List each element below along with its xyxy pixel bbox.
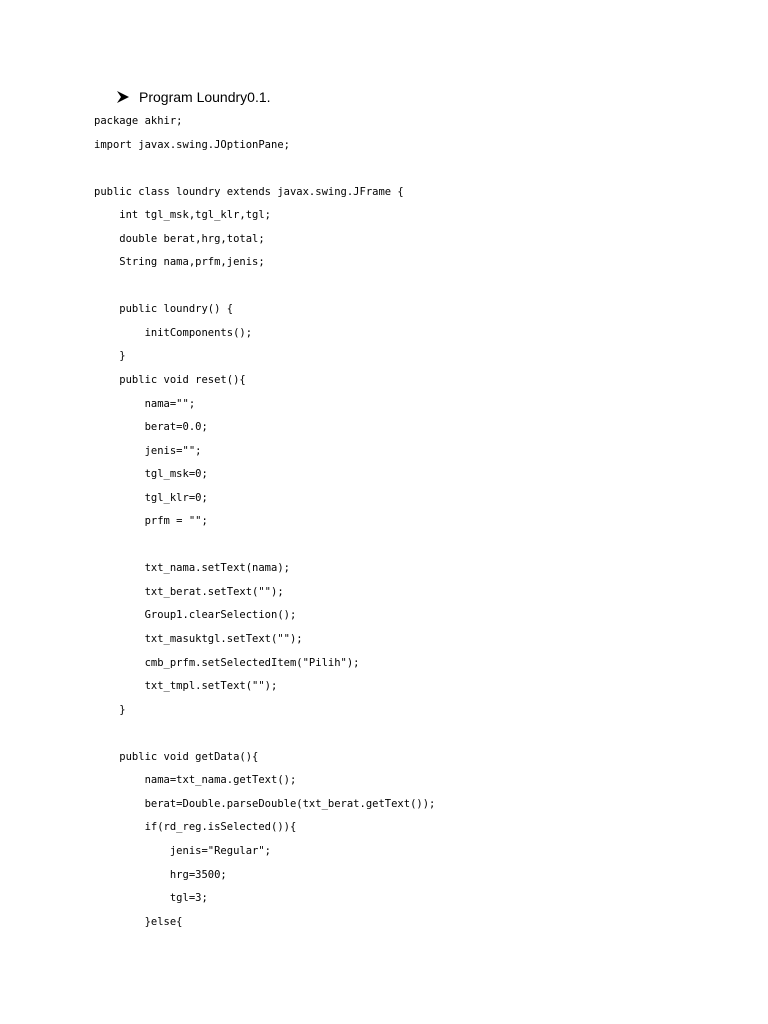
code-line: public void getData(){ — [94, 750, 259, 763]
section-heading-text: Program Loundry0.1. — [139, 89, 271, 105]
code-line: tgl_msk=0; — [94, 468, 208, 481]
code-line: txt_nama.setText(nama); — [94, 562, 290, 575]
code-line: public class loundry extends javax.swing.JFrame { — [94, 185, 404, 198]
code-line: int tgl_msk,tgl_klr,tgl; — [94, 209, 272, 222]
code-line: txt_berat.setText(""); — [94, 585, 284, 598]
code-line: Group1.clearSelection(); — [94, 609, 297, 622]
code-line: jenis=""; — [94, 444, 202, 457]
code-block — [94, 110, 435, 934]
code-line: prfm = ""; — [94, 515, 208, 528]
arrowhead-bullet-icon — [116, 90, 130, 104]
code-line: cmb_prfm.setSelectedItem("Pilih"); — [94, 656, 360, 669]
section-heading — [116, 86, 271, 108]
code-line: public void reset(){ — [94, 374, 246, 387]
code-line: public loundry() { — [94, 303, 234, 316]
code-line: berat=0.0; — [94, 421, 208, 434]
code-line: double berat,hrg,total; — [94, 232, 265, 245]
code-line: nama=txt_nama.getText(); — [94, 774, 297, 787]
code-line: berat=Double.parseDouble(txt_berat.getText()); — [94, 797, 436, 810]
code-line: if(rd_reg.isSelected()){ — [94, 821, 297, 834]
code-line: } — [94, 350, 126, 363]
code-line: txt_masuktgl.setText(""); — [94, 633, 303, 646]
code-line: tgl_klr=0; — [94, 491, 208, 504]
code-line — [94, 157, 435, 181]
code-line — [94, 275, 435, 299]
code-line: import javax.swing.JOptionPane; — [94, 138, 290, 151]
code-line: jenis="Regular"; — [94, 844, 272, 857]
code-line: nama=""; — [94, 397, 196, 410]
code-line: }else{ — [94, 915, 183, 928]
code-line: initComponents(); — [94, 326, 253, 339]
code-line: package akhir; — [94, 115, 183, 127]
code-line: String nama,prfm,jenis; — [94, 256, 265, 269]
code-line: txt_tmpl.setText(""); — [94, 680, 278, 693]
code-line — [94, 534, 435, 558]
code-line — [94, 722, 435, 746]
code-line: } — [94, 703, 126, 716]
code-line: hrg=3500; — [94, 868, 227, 881]
code-line: tgl=3; — [94, 892, 208, 905]
